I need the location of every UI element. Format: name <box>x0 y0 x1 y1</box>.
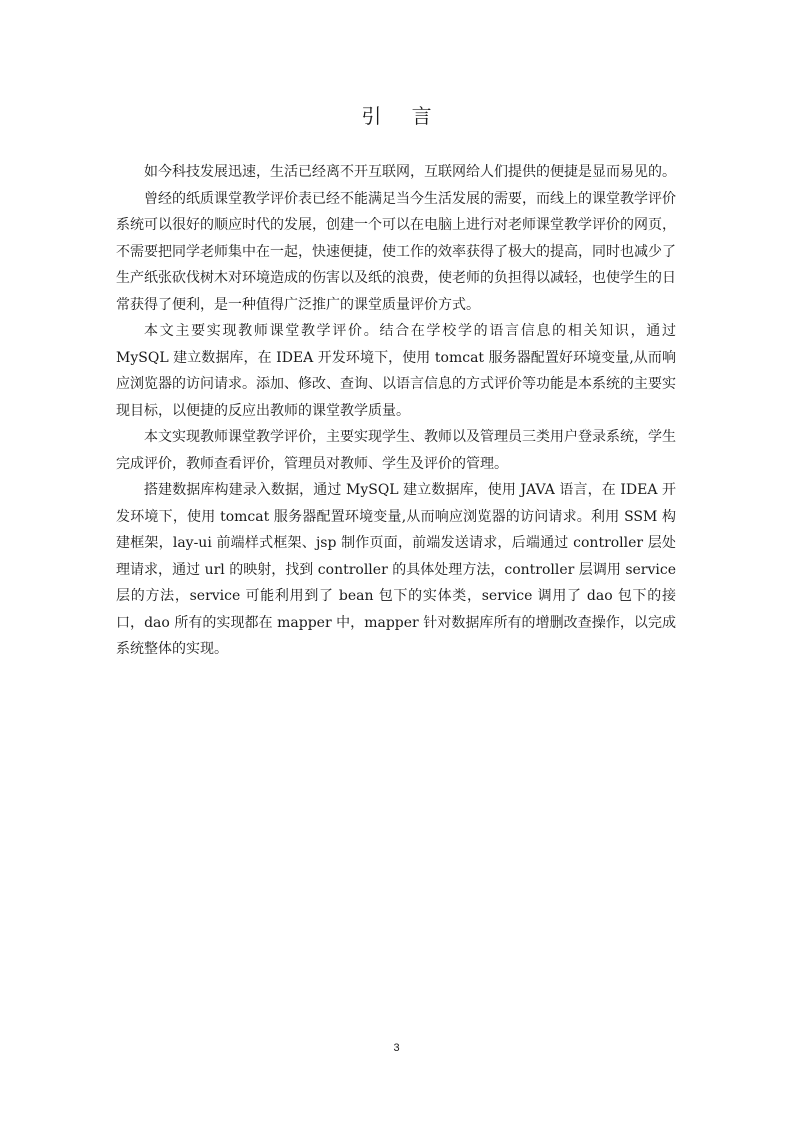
body-text <box>116 159 676 663</box>
paragraph-implementation: 本文主要实现教师课堂教学评价。结合在学校学的语言信息的相关知识，通过 MySQL 建立数据库，在 IDEA 开发环境下，使用 tomcat 服务器配置好环境变量,从而响应浏览器的访问请求。添加、修改、查询、以语言信息的方式评价等功能是本系统的主要实现目标，以便捷的反应出教师的课堂教学质量。 <box>116 323 676 419</box>
paragraph-intro: 如今科技发展迅速，生活已经离不开互联网，互联网给人们提供的便捷是显而易见的。 <box>144 164 676 180</box>
paragraph-users: 本文实现教师课堂教学评价，主要实现学生、教师以及管理员三类用户登录系统，学生完成评价，教师查看评价，管理员对教师、学生及评价的管理。 <box>116 429 676 472</box>
paragraph-architecture: 搭建数据库构建录入数据，通过 MySQL 建立数据库，使用 JAVA 语言，在 IDEA 开发环境下，使用 tomcat 服务器配置环境变量,从而响应浏览器的访问请求。利用 SSM 构建框架，lay-ui 前端样式框架、jsp 制作页面，前端发送请求，后端通过 controller 层处理请求，通过 url 的映射，找到 controller 的具体处理方法，controller 层调用 service 层的方法，service 可能利用到了 bean 包下的实体类，service 调用了 dao 包下的接口，dao 所有的实现都在 mapper 中，mapper 针对数据库所有的增删改查操作，以完成系统整体的实现。 <box>116 482 676 657</box>
paragraph-background: 曾经的纸质课堂教学评价表已经不能满足当今生活发展的需要，而线上的课堂教学评价系统可以很好的顺应时代的发展，创建一个可以在电脑上进行对老师课堂教学评价的网页，不需要把同学老师集中在一起，快速便捷，使工作的效率获得了极大的提高，同时也减少了生产纸张砍伐树木对环境造成的伤害以及纸的浪费，使老师的负担得以减轻，也使学生的日常获得了便利，是一种值得广泛推广的课堂质量评价方式。 <box>116 190 676 313</box>
page-title: 引 言 <box>361 104 444 128</box>
page-number: 3 <box>393 1042 400 1054</box>
